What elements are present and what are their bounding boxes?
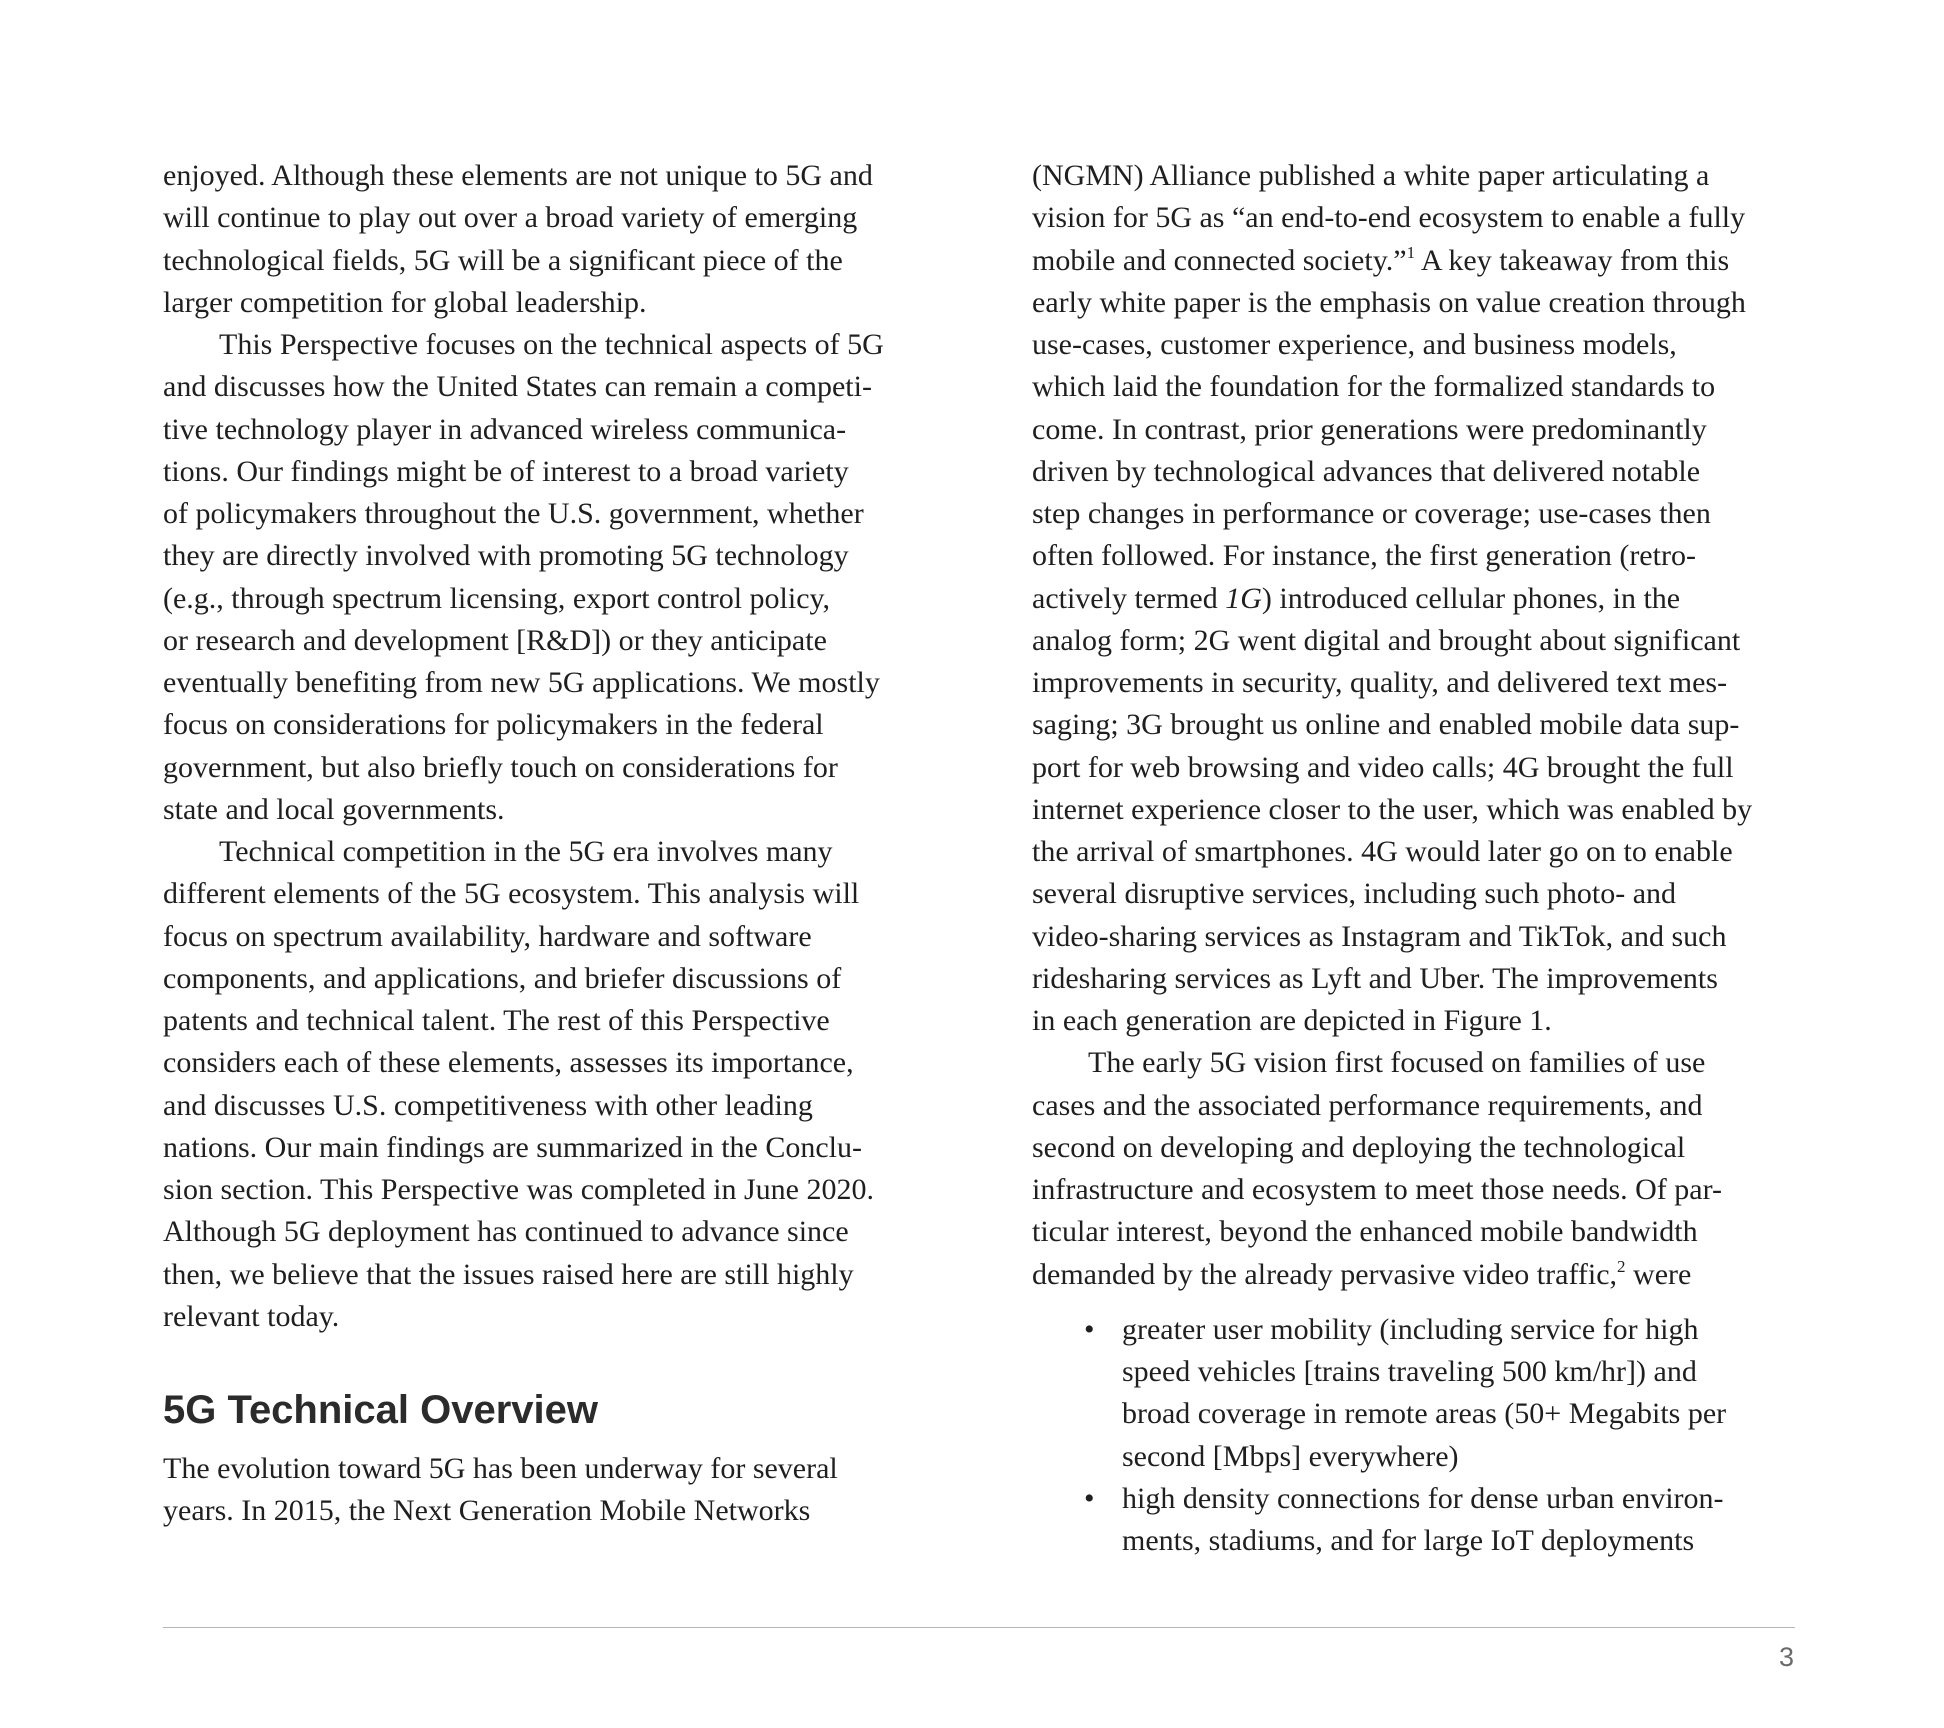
text-line: broad coverage in remote areas (50+ Megabits per [1122,1397,1727,1431]
text-line: and discusses how the United States can remain a competi- [163,370,872,404]
text-line: larger competition for global leadership. [163,285,647,319]
text-line: of policymakers throughout the U.S. government, whether [163,497,864,530]
text-line: improvements in security, quality, and delivered text mes- [1032,666,1728,699]
text-line: (e.g., through spectrum licensing, export control policy, [163,581,831,615]
text-segment: ) introduced cellular phones, in the [1261,581,1681,615]
text-line: patents and technical talent. The rest of this Perspective [163,1004,830,1037]
text-line: components, and applications, and briefer discussions of [163,961,842,995]
text-line: which laid the foundation for the formalized standards to [1032,370,1716,404]
text-segment: demanded by the already pervasive video traffic, [1032,1257,1618,1291]
text-line [1032,1254,1804,1296]
list-item [1032,1478,1804,1563]
left-column [163,155,935,1533]
footnote-ref-2[interactable]: 2 [1617,1256,1626,1276]
bullet-icon: • [1084,1312,1095,1346]
text-line: second [Mbps] everywhere) [1122,1439,1459,1473]
text-line: step changes in performance or coverage; use-cases then [1032,497,1711,530]
paragraph-intro-continued [163,155,935,324]
text-line: and discusses U.S. competitiveness with other leading [163,1088,813,1122]
text-line: or research and development [R&D]) or they anticipate [163,623,827,657]
text-line: speed vehicles [trains traveling 500 km/hr]) and [1122,1355,1697,1388]
text-line: they are directly involved with promoting 5G technology [163,539,849,573]
text-line: come. In contrast, prior generations were predominantly [1032,412,1707,446]
text-line: cases and the associated performance requirements, and [1032,1088,1703,1122]
paragraph-technical-competition [163,831,935,1338]
text-line: The evolution toward 5G has been underway for several [163,1452,838,1485]
text-line: tions. Our findings might be of interest to a broad variety [163,454,849,488]
text-line: focus on considerations for policymakers in the federal [163,708,824,742]
text-line [1032,240,1804,282]
section-heading: 5G Technical Overview [163,1388,599,1432]
text-line: focus on spectrum availability, hardware and software [163,919,812,953]
text-line: Although 5G deployment has continued to advance since [163,1215,849,1249]
text-line: in each generation are depicted in Figure 1. [1032,1004,1552,1037]
text-line: driven by technological advances that delivered notable [1032,454,1701,488]
text-line: ments, stadiums, and for large IoT deployments [1122,1524,1695,1557]
text-line: enjoyed. Although these elements are not unique to 5G and [163,159,873,192]
text-line: high density connections for dense urban environ- [1122,1481,1724,1515]
text-line: different elements of the 5G ecosystem. This analysis will [163,877,860,911]
paragraph-early-vision [1032,1042,1804,1296]
footnote-ref-1[interactable]: 1 [1406,242,1416,262]
text-line [1032,578,1804,620]
requirements-list [1032,1309,1804,1563]
text-line: relevant today. [163,1299,340,1333]
paragraph-perspective-focus [163,324,935,831]
text-line: often followed. For instance, the first generation (retro- [1032,539,1696,573]
text-segment: A key takeaway from this [1415,243,1730,277]
text-line: This Perspective focuses on the technical aspects of 5G [219,328,884,361]
footer-divider [163,1627,1795,1628]
text-segment: mobile and connected society.” [1032,243,1407,277]
text-line: saging; 3G brought us online and enabled mobile data sup- [1032,708,1740,742]
right-column [1032,155,1804,1562]
bullet-icon: • [1084,1481,1095,1515]
text-line: early white paper is the emphasis on value creation through [1032,285,1746,319]
text-line: infrastructure and ecosystem to meet those needs. Of par- [1032,1173,1722,1206]
text-line: state and local governments. [163,792,505,826]
text-line: use-cases, customer experience, and business models, [1032,328,1677,361]
list-item [1032,1309,1804,1478]
text-line: Technical competition in the 5G era involves many [219,835,833,868]
text-line: video-sharing services as Instagram and TikTok, and such [1032,919,1727,953]
page-number: 3 [1778,1642,1794,1672]
text-line: several disruptive services, including such photo- and [1032,877,1677,911]
text-line: the arrival of smartphones. 4G would later go on to enable [1032,835,1733,868]
text-line: second on developing and deploying the technological [1032,1130,1686,1164]
text-line: port for web browsing and video calls; 4G brought the full [1032,750,1734,784]
text-line: years. In 2015, the Next Generation Mobile Networks [163,1494,811,1528]
text-line: internet experience closer to the user, which was enabled by [1032,792,1753,826]
paragraph-evolution [163,1448,935,1533]
text-line: government, but also briefly touch on considerations for [163,750,838,784]
text-line: considers each of these elements, assesses its importance, [163,1046,854,1080]
text-line: sion section. This Perspective was completed in June 2020. [163,1173,874,1206]
emphasis-term: 1G [1225,581,1262,615]
paragraph-ngmn-vision [1032,155,1804,1042]
text-line: ticular interest, beyond the enhanced mobile bandwidth [1032,1215,1698,1249]
text-line: nations. Our main findings are summarized in the Conclu- [163,1130,863,1164]
text-line: analog form; 2G went digital and brought about significant [1032,623,1741,657]
text-line: ridesharing services as Lyft and Uber. The improvements [1032,961,1718,995]
text-line: eventually benefiting from new 5G applications. We mostly [163,666,880,699]
text-line: technological fields, 5G will be a significant piece of the [163,243,843,277]
text-line: (NGMN) Alliance published a white paper articulating a [1032,159,1710,192]
text-line: The early 5G vision first focused on families of use [1088,1046,1706,1080]
text-line: then, we believe that the issues raised here are still highly [163,1257,854,1291]
text-line: will continue to play out over a broad variety of emerging [163,201,858,235]
text-segment: were [1625,1257,1692,1291]
text-line: vision for 5G as “an end-to-end ecosystem to enable a fully [1032,201,1746,235]
text-line: tive technology player in advanced wireless communica- [163,412,847,446]
text-segment: actively termed [1032,581,1226,615]
text-line: greater user mobility (including service for high [1122,1312,1699,1346]
